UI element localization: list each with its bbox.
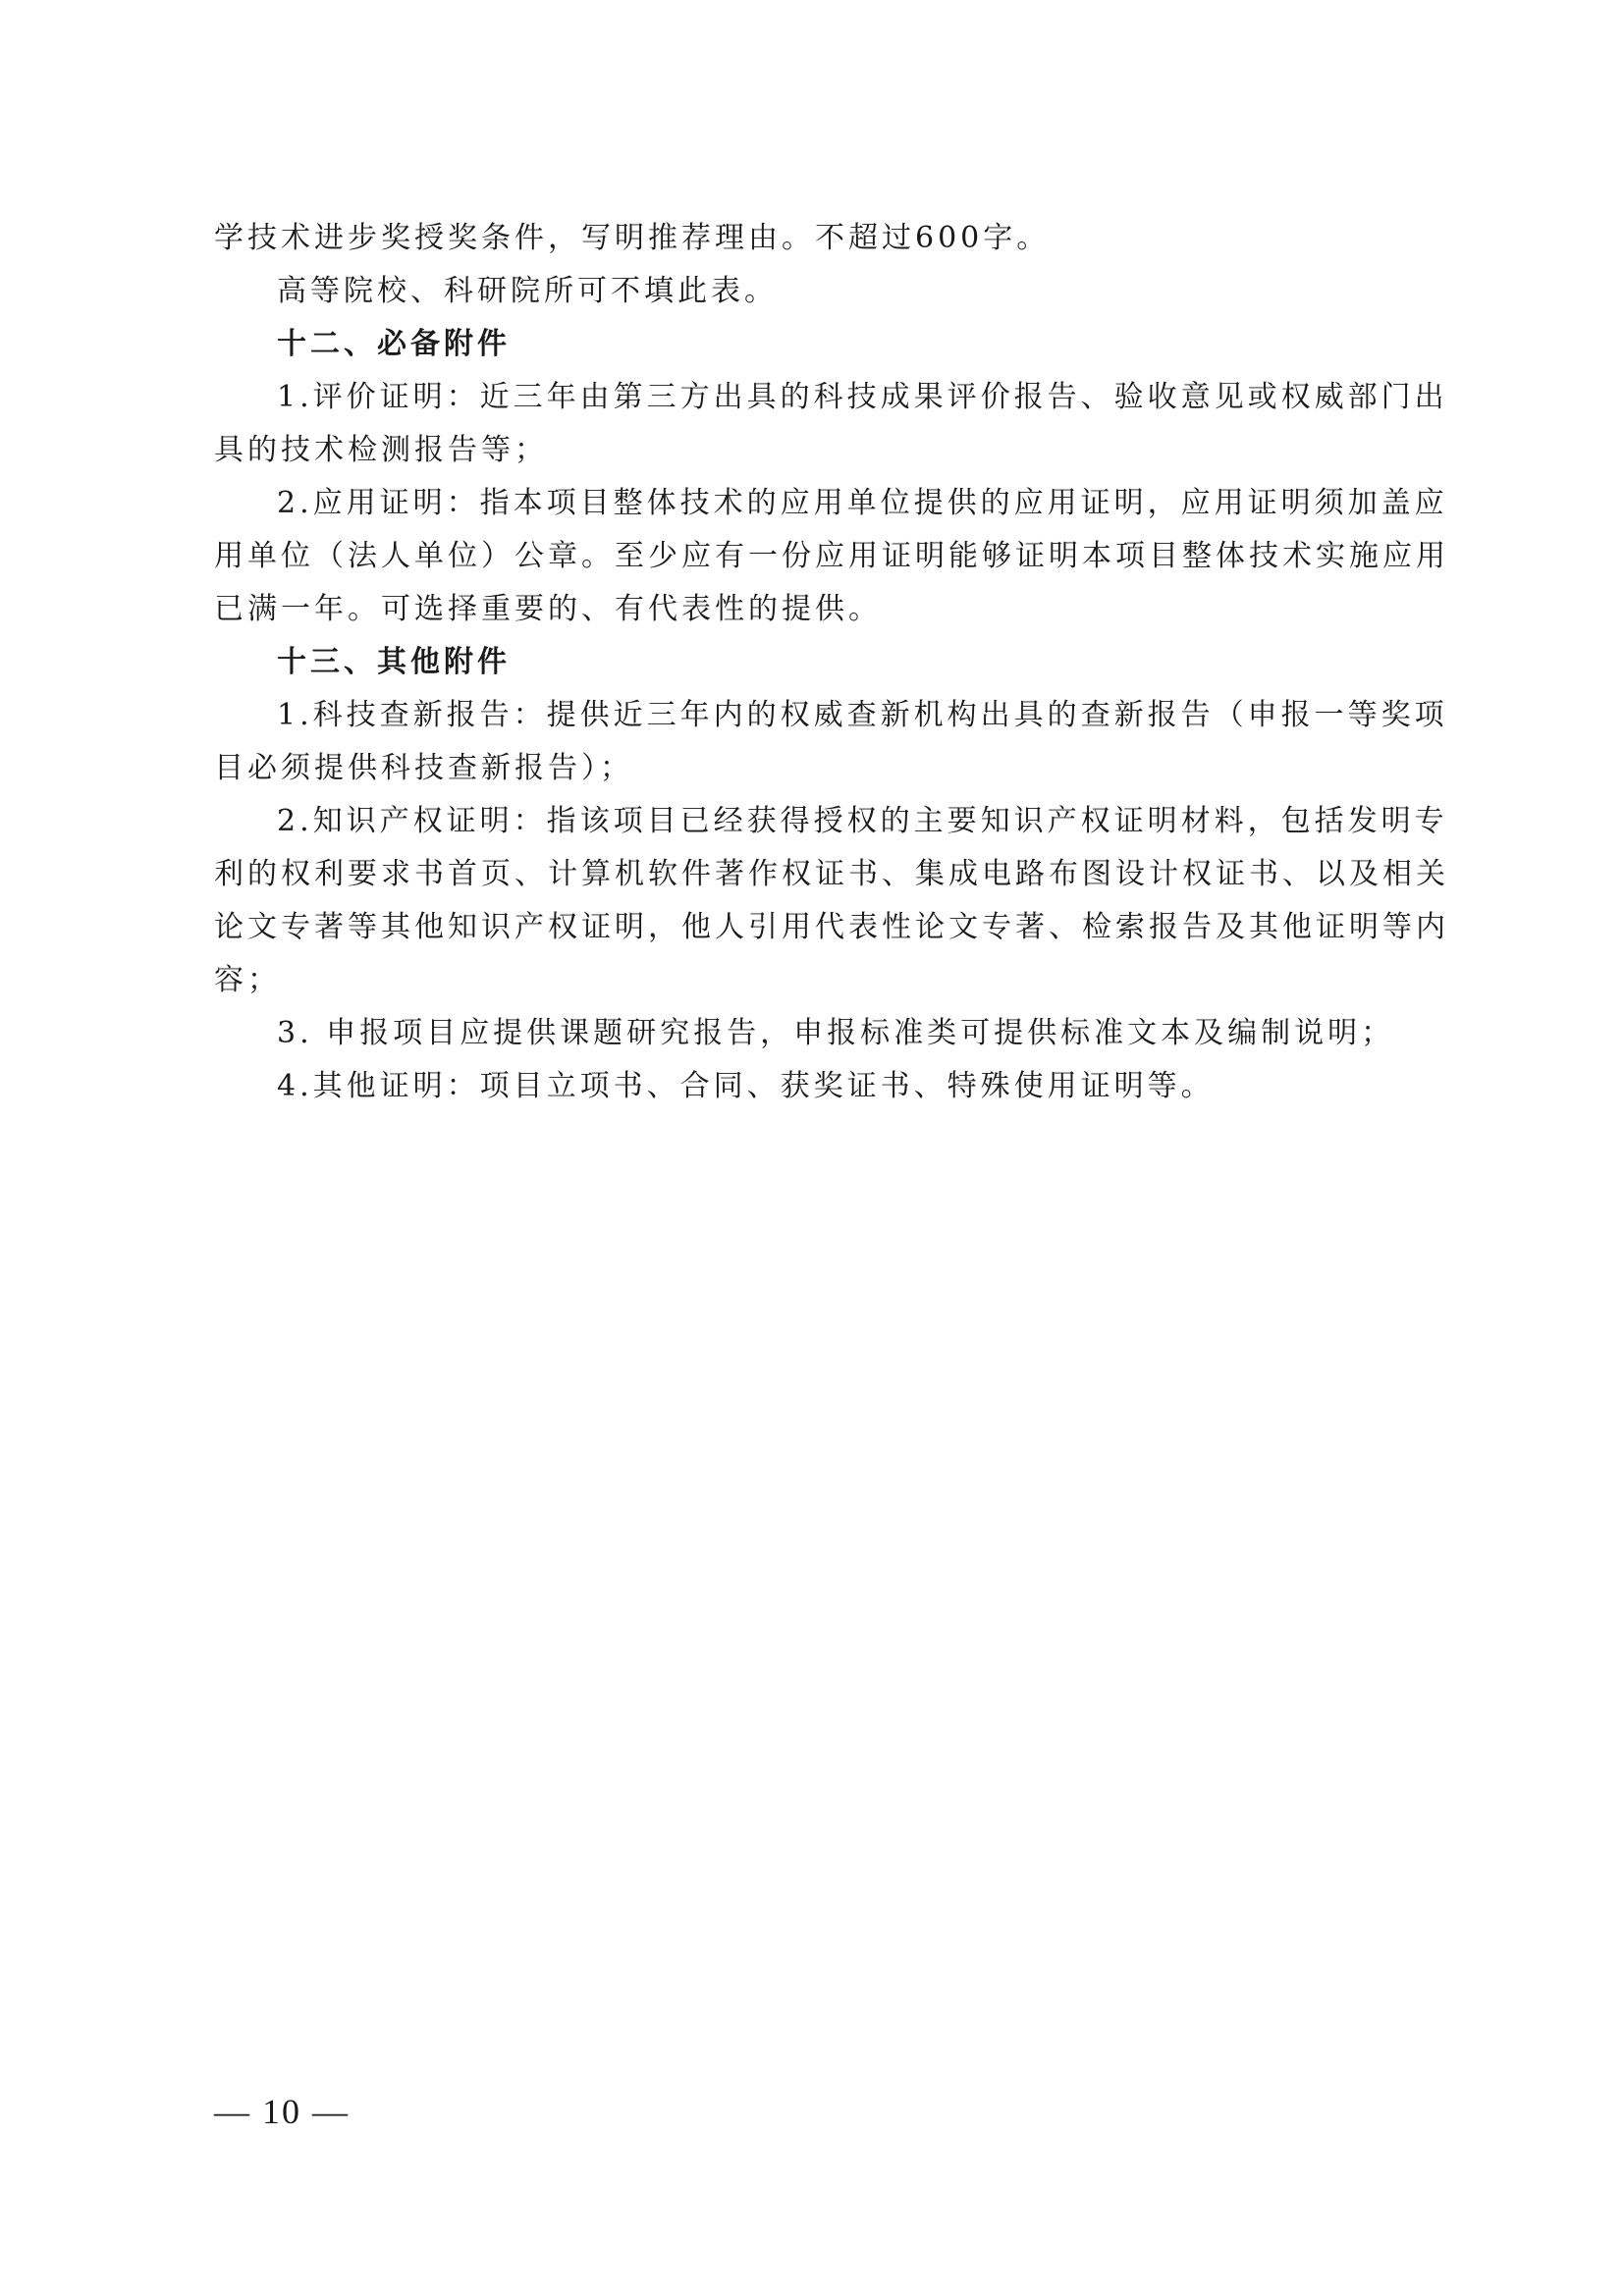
paragraph-line: 高等院校、科研院所可不填此表。 [277, 274, 778, 308]
paragraph-line: 容； [214, 963, 281, 997]
paragraph-line: 3. 申报项目应提供课题研究报告，申报标准类可提供标准文本及编制说明； [277, 1016, 1395, 1050]
paragraph-line: 4.其他证明：项目立项书、合同、获奖证书、特殊使用证明等。 [277, 1069, 1215, 1103]
paragraph-line: 具的技术检测报告等； [214, 433, 548, 467]
list-item [214, 371, 1448, 477]
section-other-attachments [214, 636, 1449, 1113]
section-heading: 十三、其他附件 [277, 645, 511, 679]
note-paragraph [214, 265, 1428, 318]
paragraph-line: 已满一年。可选择重要的、有代表性的提供。 [214, 592, 882, 626]
list-item [214, 1007, 1428, 1060]
list-item [214, 1060, 1428, 1113]
paragraph-line: 用单位（法人单位）公章。至少应有一份应用证明能够证明本项目整体技术实施应用 [214, 539, 1449, 573]
list-item [214, 477, 1449, 636]
paragraph-line: 1.评价证明：近三年由第三方出具的科技成果评价报告、验收意见或权威部门出 [277, 380, 1448, 414]
list-item [214, 689, 1448, 795]
paragraph-line: 学技术进步奖授奖条件，写明推荐理由。不超过600字。 [214, 221, 1051, 255]
paragraph-line: 2.应用证明：指本项目整体技术的应用单位提供的应用证明，应用证明须加盖应 [277, 486, 1448, 520]
page-number: — 10 — [214, 2092, 350, 2131]
paragraph-line: 利的权利要求书首页、计算机软件著作权证书、集成电路布图设计权证书、以及相关 [214, 857, 1449, 891]
paragraph-line: 1.科技查新报告：提供近三年内的权威查新机构出具的查新报告（申报一等奖项 [277, 698, 1448, 732]
paragraph-line: 目必须提供科技查新报告）； [214, 751, 633, 785]
document-body [214, 212, 1449, 1113]
intro-paragraph [214, 212, 1428, 265]
section-heading: 十二、必备附件 [277, 327, 511, 361]
list-item [214, 795, 1449, 1007]
paragraph-line: 2.知识产权证明：指该项目已经获得授权的主要知识产权证明材料，包括发明专 [277, 804, 1448, 838]
section-required-attachments [214, 318, 1449, 636]
paragraph-line: 论文专著等其他知识产权证明，他人引用代表性论文专著、检索报告及其他证明等内 [214, 910, 1449, 944]
